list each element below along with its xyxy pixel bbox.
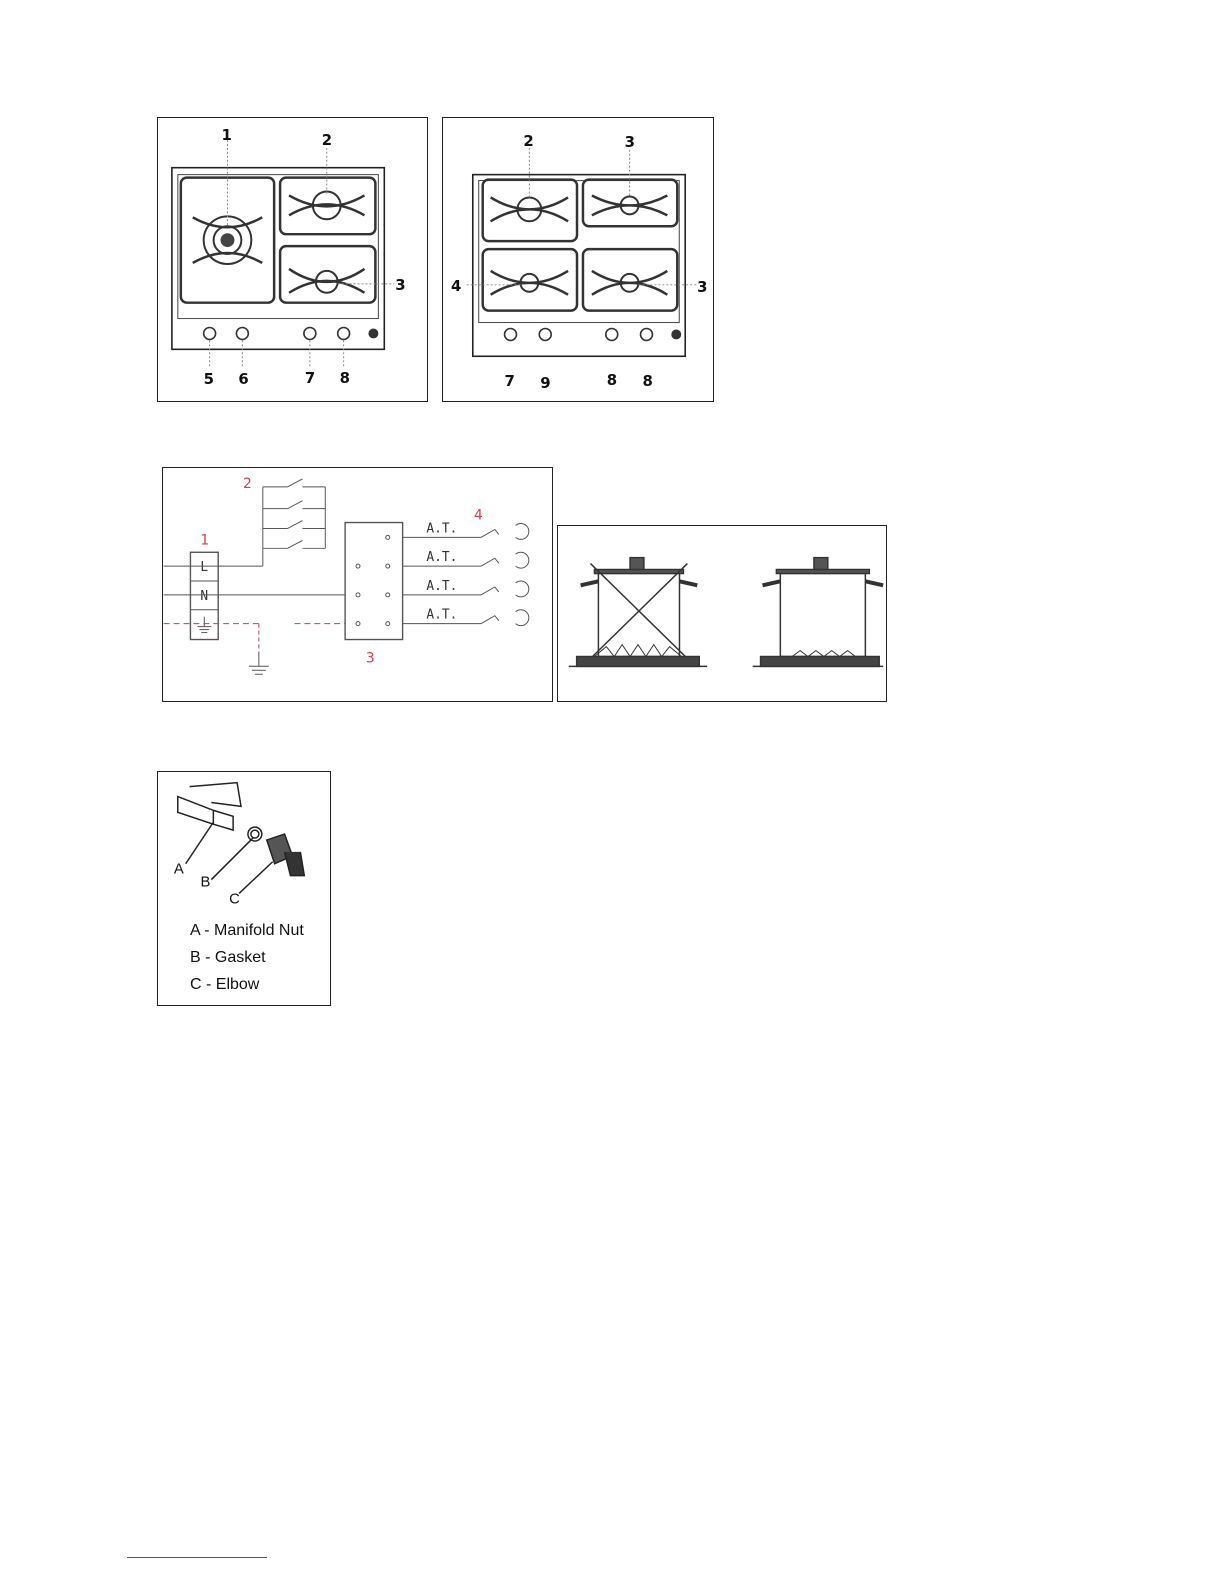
terminal-L: L <box>200 560 209 576</box>
letter-A: A <box>173 861 184 878</box>
wiring-label-3: 3 <box>365 650 375 667</box>
legend-elbow: C - Elbow <box>190 976 260 993</box>
hob-diagram-wok <box>157 117 428 402</box>
callout-8: 8 <box>339 369 351 388</box>
at-label-3: A.T. <box>426 578 458 594</box>
footer-rule <box>127 1557 267 1558</box>
letter-B: B <box>200 874 211 891</box>
pan-placement-diagram <box>557 525 887 702</box>
at-label-4: A.T. <box>426 607 458 623</box>
terminal-N: N <box>200 588 209 604</box>
earth-symbol-icon <box>197 617 211 633</box>
legend-manifold-nut: A - Manifold Nut <box>190 922 304 939</box>
callout-7: 7 <box>504 372 515 391</box>
callout-4: 4 <box>450 276 462 295</box>
wiring-label-1: 1 <box>200 532 210 549</box>
correct-pan-icon <box>753 558 884 667</box>
callout-7: 7 <box>304 369 316 388</box>
callout-3-top: 3 <box>624 132 636 151</box>
callout-3-right: 3 <box>697 277 708 296</box>
at-label-1: A.T. <box>426 521 458 537</box>
callout-2: 2 <box>321 130 333 149</box>
letter-C: C <box>229 891 240 908</box>
incorrect-pan-icon <box>569 558 707 667</box>
callout-8b: 8 <box>642 372 653 391</box>
wiring-label-4: 4 <box>474 507 483 524</box>
at-label-2: A.T. <box>426 550 458 566</box>
callout-8a: 8 <box>606 371 618 390</box>
callout-3: 3 <box>395 275 406 294</box>
gas-connection-diagram <box>157 771 331 1006</box>
legend-gasket: B - Gasket <box>190 949 266 966</box>
callout-6: 6 <box>238 370 249 389</box>
wiring-diagram <box>162 467 553 702</box>
hob-diagram-standard <box>442 117 714 402</box>
callout-5: 5 <box>203 370 215 389</box>
wiring-label-2: 2 <box>242 475 252 492</box>
callout-1: 1 <box>221 125 232 144</box>
callout-2: 2 <box>523 131 534 150</box>
callout-9: 9 <box>540 374 551 393</box>
